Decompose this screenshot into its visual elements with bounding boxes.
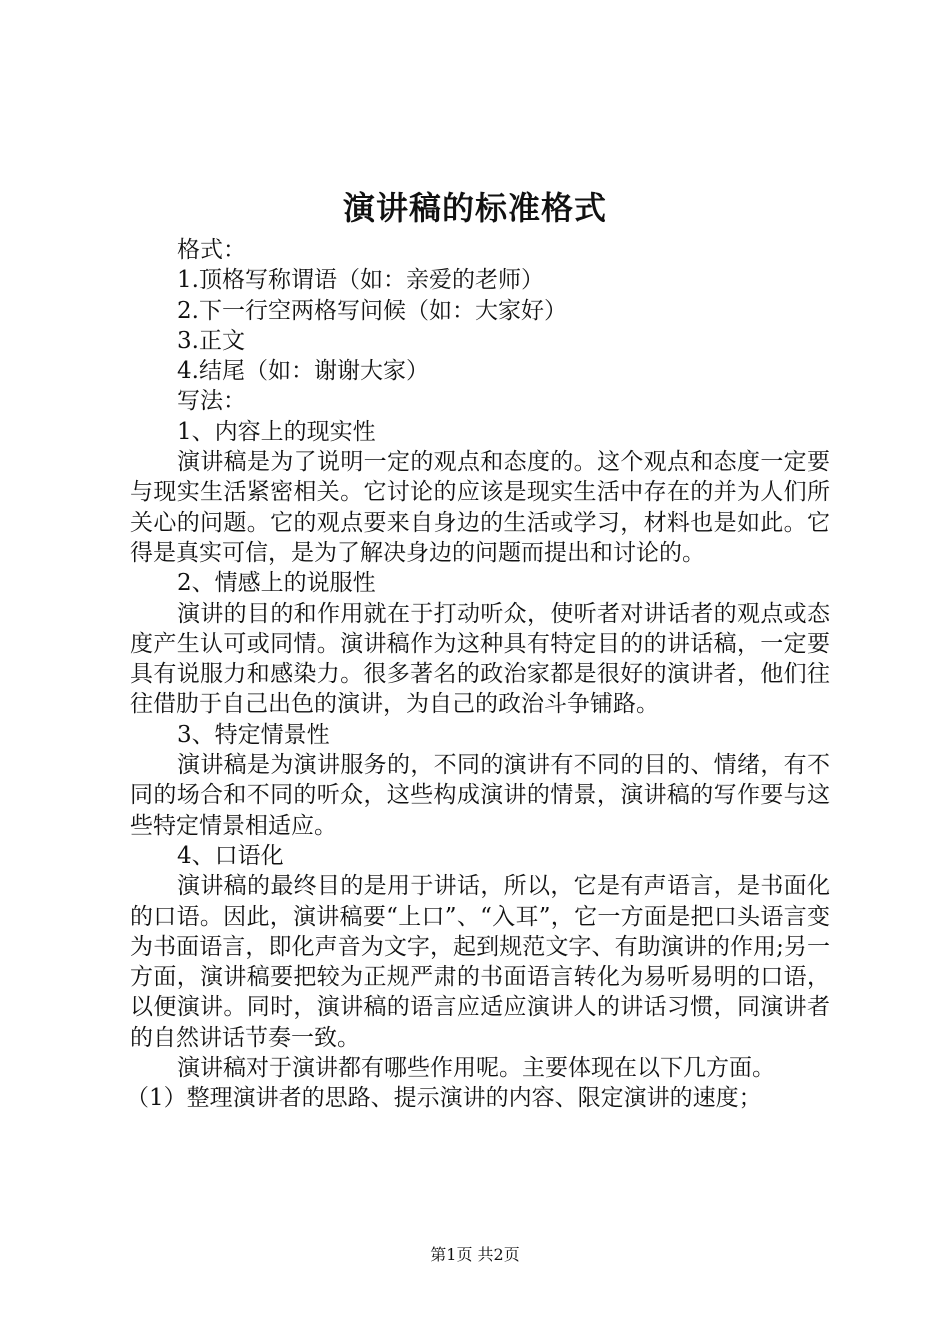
section-paragraph-1: 演讲稿是为了说明一定的观点和态度的。这个观点和态度一定要与现实生活紧密相关。它讨论的应该是现实生活中存在的并为人们所关心的问题。它的观点要来自身边的生活或学习，材料也是如此。它得是真实可信，是为了解决身边的问题而提出和讨论的。 (130, 449, 830, 566)
writing-heading: 写法： (177, 388, 246, 415)
role-intro-paragraph: 演讲稿对于演讲都有哪些作用呢。主要体现在以下几方面。 (177, 1055, 775, 1082)
format-item-4: 4.结尾（如：谢谢大家） (177, 358, 429, 385)
role-item-1: （1）整理演讲者的思路、提示演讲的内容、限定演讲的速度； (126, 1085, 762, 1112)
format-heading: 格式： (177, 237, 246, 263)
section-heading-4: 4、口语化 (177, 842, 284, 869)
format-item-3: 3.正文 (177, 327, 245, 354)
page-footer: 第1页 共2页 (430, 1245, 520, 1264)
format-item-2: 2.下一行空两格写问候（如：大家好） (177, 297, 567, 324)
section-paragraph-4: 演讲稿的最终目的是用于讲话，所以，它是有声语言，是书面化的口语。因此，演讲稿要“上口”、“入耳”，它一方面是把口头语言变为书面语言，即化声音为文字，起到规范文字、有助演讲的作用;另一方面，演讲稿要把较为正规严肃的书面语言转化为易听易明的口语，以便演讲。同时，演讲稿的语言应适应演讲人的讲话习惯，同演讲者的自然讲话节奏一致。 (130, 873, 830, 1051)
document-body (126, 235, 830, 1114)
section-paragraph-3: 演讲稿是为演讲服务的，不同的演讲有不同的目的、情绪，有不同的场合和不同的听众，这些构成演讲的情景，演讲稿的写作要与这些特定情景相适应。 (130, 752, 830, 839)
section-heading-3: 3、特定情景性 (177, 721, 330, 748)
section-heading-2: 2、情感上的说服性 (177, 570, 376, 597)
format-item-1: 1.顶格写称谓语（如：亲爱的老师） (177, 267, 544, 294)
section-heading-1: 1、内容上的现实性 (177, 418, 376, 445)
section-paragraph-2: 演讲的目的和作用就在于打动听众，使听者对讲话者的观点或态度产生认可或同情。演讲稿作为这种具有特定目的的讲话稿，一定要具有说服力和感染力。很多著名的政治家都是很好的演讲者，他们往往借肋于自己出色的演讲，为自己的政治斗争铺路。 (130, 600, 830, 718)
document-title: 演讲稿的标准格式 (342, 189, 607, 227)
